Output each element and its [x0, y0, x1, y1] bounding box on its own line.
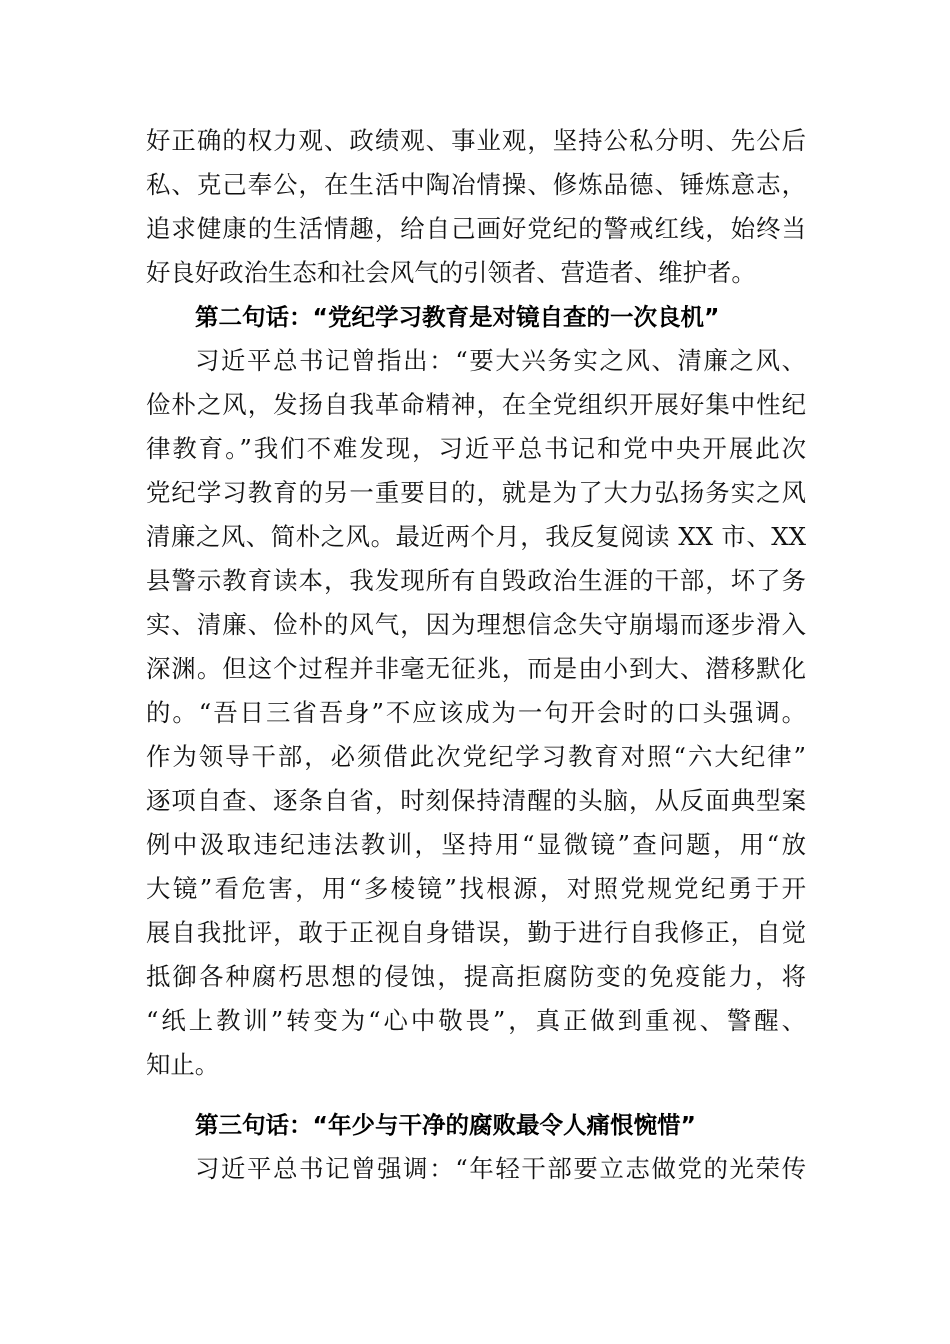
paragraph-line: 作为领导干部，必须借此次党纪学习教育对照“六大纪律” — [146, 742, 806, 771]
paragraph-line: 俭朴之风，发扬自我革命精神，在全党组织开展好集中性纪 — [146, 390, 806, 419]
paragraph-line: 知止。 — [146, 1050, 220, 1079]
section-heading-3: 第三句话：“年少与干净的腐败最令人痛恨惋惜” — [195, 1111, 696, 1139]
section-heading-2: 第二句话：“党纪学习教育是对镜自查的一次良机” — [195, 303, 720, 331]
paragraph-line: 好正确的权力观、政绩观、事业观，坚持公私分明、先公后 — [146, 126, 806, 155]
paragraph-line: 大镜”看危害，用“多棱镜”找根源，对照党规党纪勇于开 — [146, 874, 806, 903]
paragraph-line: 抵御各种腐朽思想的侵蚀，提高拒腐防变的免疫能力，将 — [146, 962, 806, 991]
paragraph-line: 好良好政治生态和社会风气的引领者、营造者、维护者。 — [146, 258, 756, 287]
paragraph-line: 逐项自查、逐条自省，时刻保持清醒的头脑，从反面典型案 — [146, 786, 806, 815]
paragraph-line: 展自我批评，敢于正视自身错误，勤于进行自我修正，自觉 — [146, 918, 806, 947]
paragraph-line: 习近平总书记曾强调：“年轻干部要立志做党的光荣传 — [195, 1154, 806, 1183]
paragraph-line: 律教育。”我们不难发现，习近平总书记和党中央开展此次 — [146, 434, 806, 463]
paragraph-line: 例中汲取违纪违法教训，坚持用“显微镜”查问题，用“放 — [146, 830, 806, 859]
paragraph-line: 私、克己奉公，在生活中陶冶情操、修炼品德、锤炼意志， — [146, 170, 806, 199]
paragraph-line: “纸上教训”转变为“心中敬畏”，真正做到重视、警醒、 — [146, 1006, 806, 1035]
paragraph-line: 县警示教育读本，我发现所有自毁政治生涯的干部，坏了务 — [146, 566, 806, 595]
paragraph-line: 实、清廉、俭朴的风气，因为理想信念失守崩塌而逐步滑入 — [146, 610, 806, 639]
paragraph-line: 清廉之风、简朴之风。最近两个月，我反复阅读 XX 市、XX — [146, 522, 806, 551]
paragraph-line: 深渊。但这个过程并非毫无征兆，而是由小到大、潜移默化 — [146, 654, 806, 683]
paragraph-line: 的。“吾日三省吾身”不应该成为一句开会时的口头强调。 — [146, 698, 806, 727]
paragraph-line: 党纪学习教育的另一重要目的，就是为了大力弘扬务实之风 — [146, 478, 806, 507]
paragraph-line: 习近平总书记曾指出：“要大兴务实之风、清廉之风、 — [195, 346, 806, 375]
paragraph-line: 追求健康的生活情趣，给自己画好党纪的警戒红线，始终当 — [146, 214, 806, 243]
